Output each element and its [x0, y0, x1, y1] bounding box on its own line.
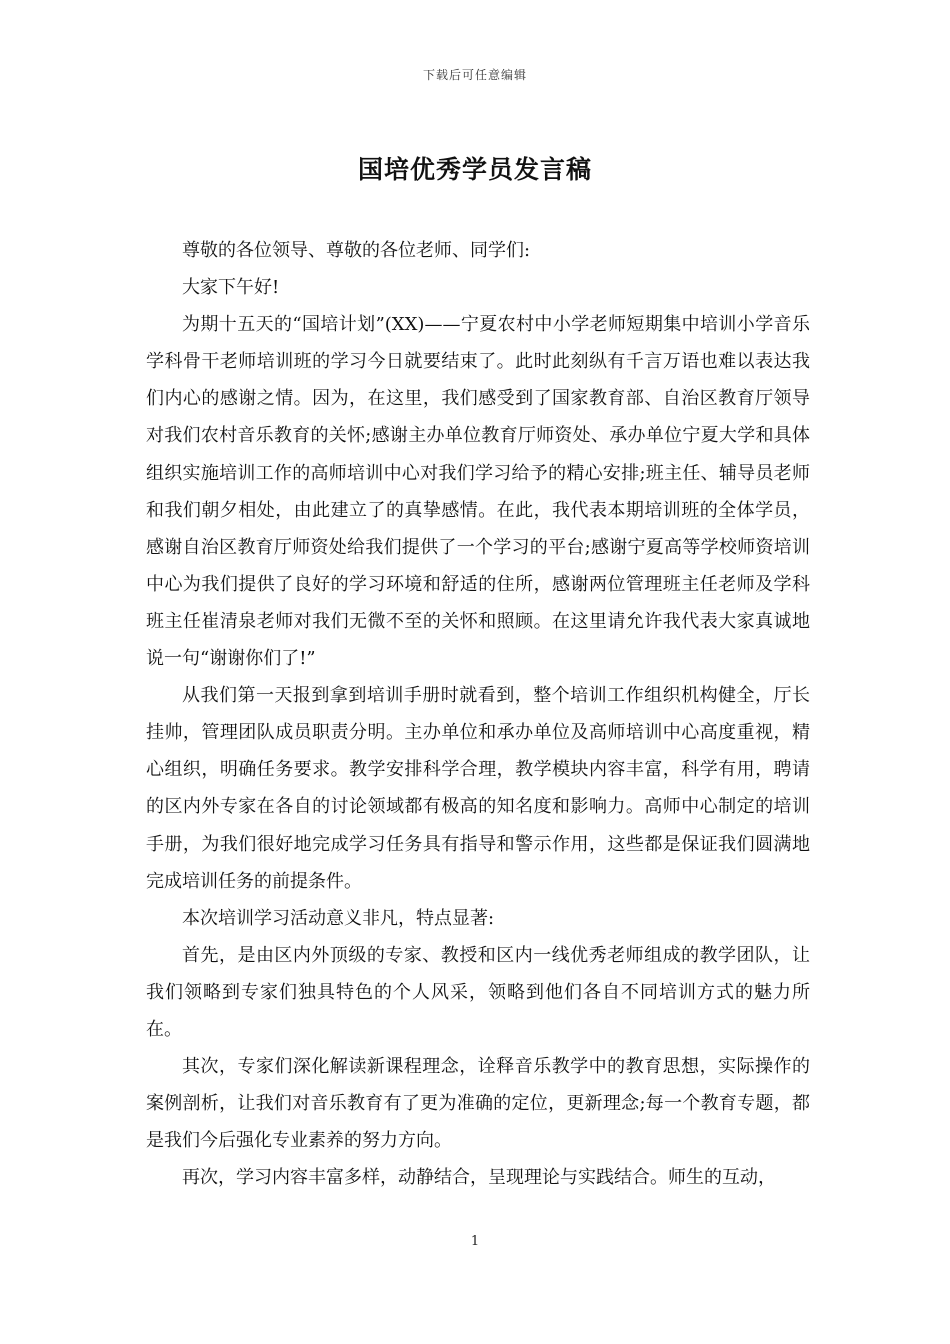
paragraph-first: 首先，是由区内外顶级的专家、教授和区内一线优秀老师组成的教学团队，让我们领略到专家们独具特色的个人风采，领略到他们各自不同培训方式的魅力所在。 — [146, 944, 810, 1040]
header-note: 下载后可任意编辑 — [422, 68, 527, 82]
paragraph-greeting: 尊敬的各位领导、尊敬的各位老师、同学们: — [182, 240, 531, 261]
paragraph-features-intro: 本次培训学习活动意义非凡，特点显著: — [182, 907, 495, 929]
paragraph-thanks: 为期十五天的“国培计划”(XX)——宁夏农村中小学老师短期集中培训小学音乐学科骨干老师培训班的学习今日就要结束了。此时此刻纵有千言万语也难以表达我们内心的感谢之情。因为，在这里，我们感受到了国家教育部、自治区教育厅领导对我们农村音乐教育的关怀;感谢主办单位教育厅师资处、承办单位宁夏大学和具体组织实施培训工作的高师培训中心对我们学习给予的精心安排;班主任、辅导员老师和我们朝夕相处，由此建立了的真挚感情。在此，我代表本期培训班的全体学员，感谢自治区教育厅师资处给我们提供了一个学习的平台;感谢宁夏高等学校师资培训中心为我们提供了良好的学习环境和舒适的住所，感谢两位管理班主任老师及学科班主任崔清泉老师对我们无微不至的关怀和照顾。在这里请允许我代表大家真诚地说一句“谢谢你们了!” — [146, 314, 810, 670]
document-title: 国培优秀学员发言稿 — [357, 155, 592, 184]
paragraph-third: 再次，学习内容丰富多样，动静结合，呈现理论与实践结合。师生的互动， — [182, 1167, 776, 1189]
page-number: 1 — [470, 1234, 480, 1249]
paragraph-organization: 从我们第一天报到拿到培训手册时就看到，整个培训工作组织机构健全，厅长挂帅，管理团队成员职责分明。主办单位和承办单位及高师培训中心高度重视，精心组织，明确任务要求。教学安排科学合理，教学模块内容丰富，科学有用，聘请的区内外专家在各自的讨论领域都有极高的知名度和影响力。高师中心制定的培训手册，为我们很好地完成学习任务具有指导和警示作用，这些都是保证我们圆满地完成培训任务的前提条件。 — [146, 685, 810, 892]
paragraph-salutation: 大家下午好! — [182, 277, 280, 299]
paragraph-second: 其次，专家们深化解读新课程理念，诠释音乐教学中的教育思想，实际操作的案例剖析，让我们对音乐教育有了更为准确的定位，更新理念;每一个教育专题，都是我们今后强化专业素养的努力方向。 — [146, 1056, 810, 1152]
document-body — [146, 232, 810, 1196]
